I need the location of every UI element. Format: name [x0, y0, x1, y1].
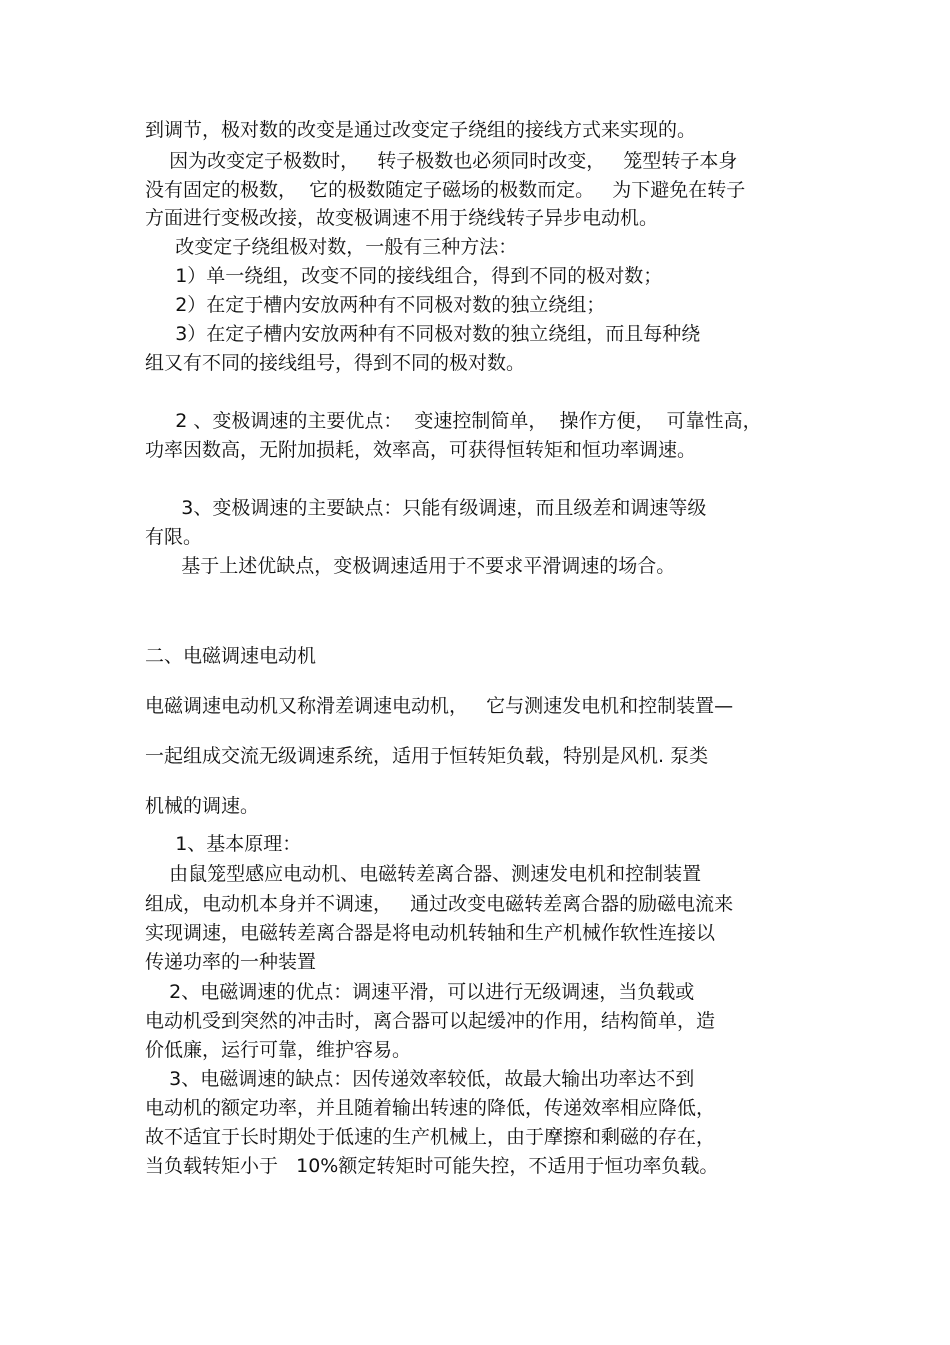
text-line: 当负载转矩小于 10%额定转矩时可能失控，不适用于恒功率负载。 — [145, 1155, 719, 1177]
text-line: 改变定子绕组极对数，一般有三种方法： — [145, 236, 518, 258]
text-line: 组成，电动机本身并不调速， 通过改变电磁转差离合器的励磁电流来 — [145, 893, 734, 915]
text-line: 一起组成交流无级调速系统，适用于恒转矩负载，特别是风机. 泵类 — [145, 745, 709, 767]
text-line: 价低廉，运行可靠，维护容易。 — [145, 1039, 412, 1061]
text-line: 组又有不同的接线组号，得到不同的极对数。 — [145, 352, 526, 374]
text-line: 3）在定子槽内安放两种有不同极对数的独立绕组，而且每种绕 — [145, 323, 701, 345]
text-line: 电动机受到突然的冲击时，离合器可以起缓冲的作用，结构简单，造 — [145, 1010, 716, 1032]
text-line: 3、变极调速的主要缺点：只能有级调速，而且级差和调速等级 — [145, 497, 707, 519]
text-line: 实现调速，电磁转差离合器是将电动机转轴和生产机械作软性连接以 — [145, 922, 716, 944]
text-line: 电动机的额定功率，并且随着输出转速的降低，传递效率相应降低， — [145, 1097, 716, 1119]
text-line: 故不适宜于长时期处于低速的生产机械上，由于摩擦和剩磁的存在， — [145, 1126, 716, 1148]
text-line: 方面进行变极改接，故变极调速不用于绕线转子异步电动机。 — [145, 207, 659, 229]
section-heading: 二、电磁调速电动机 — [145, 645, 317, 667]
text-line: 有限。 — [145, 526, 203, 548]
text-line: 机械的调速。 — [145, 795, 260, 817]
text-line: 到调节，极对数的改变是通过改变定子绕组的接线方式来实现的。 — [145, 119, 697, 141]
text-line: 基于上述优缺点，变极调速适用于不要求平滑调速的场合。 — [145, 555, 676, 577]
text-line: 电磁调速电动机又称滑差调速电动机， 它与测速发电机和控制装置— — [145, 695, 734, 717]
text-line: 3、电磁调速的缺点：因传递效率较低，故最大输出功率达不到 — [145, 1068, 695, 1090]
text-line: 没有固定的极数， 它的极数随定子磁场的极数而定。 为下避免在转子 — [145, 179, 746, 201]
text-line: 因为改变定子极数时， 转子极数也必须同时改变， 笼型转子本身 — [145, 150, 738, 172]
text-line: 2、电磁调速的优点：调速平滑，可以进行无级调速，当负载或 — [145, 981, 695, 1003]
text-line: 功率因数高，无附加损耗，效率高，可获得恒转矩和恒功率调速。 — [145, 439, 697, 461]
text-line: 传递功率的一种装置 — [145, 951, 317, 973]
text-line: 1、基本原理： — [145, 833, 302, 855]
text-line: 2 、变极调速的主要优点： 变速控制简单， 操作方便， 可靠性高， — [145, 410, 762, 432]
text-line: 2）在定于槽内安放两种有不同极对数的独立绕组； — [145, 294, 606, 316]
text-line: 1）单一绕组，改变不同的接线组合，得到不同的极对数； — [145, 265, 663, 287]
text-line: 由鼠笼型感应电动机、电磁转差离合器、测速发电机和控制装置 — [145, 863, 702, 885]
